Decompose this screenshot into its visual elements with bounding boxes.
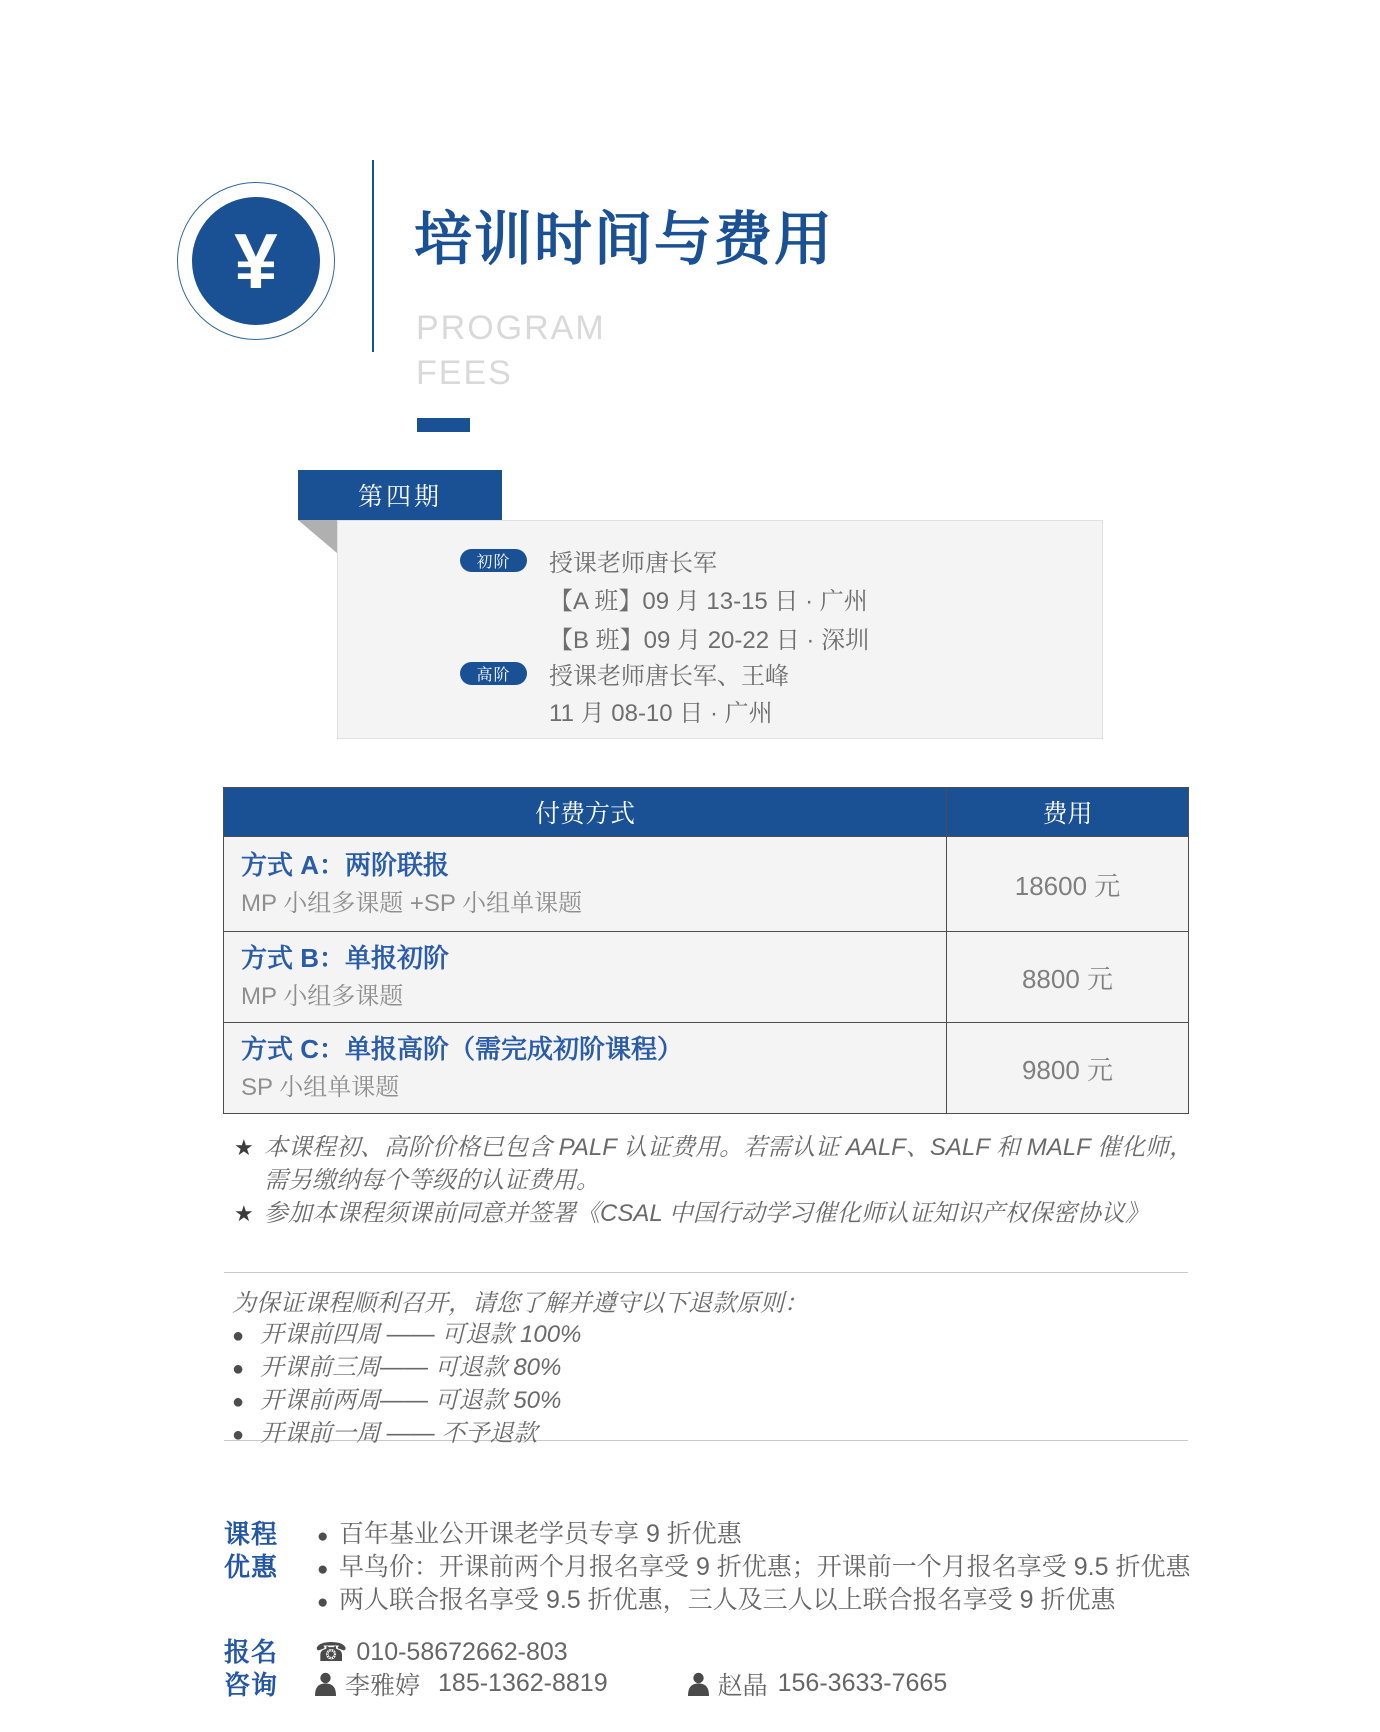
- contact-name: 赵晶: [717, 1671, 768, 1700]
- refund-rule-text: 开课前一周 —— 不予退款: [260, 1420, 538, 1447]
- contact-phone: 156-3633-7665: [777, 1669, 948, 1697]
- page-subtitle-line2: FEES: [416, 354, 513, 392]
- discount-text: 早鸟价：开课前两个月报名享受 9 折优惠；开课前一个月报名享受 9.5 折优惠: [339, 1553, 1191, 1581]
- schedule-text: 【A 班】09 月 13-15 日 · 广州: [549, 587, 868, 615]
- schedule-text: 授课老师唐长军: [549, 549, 717, 577]
- note-line: [234, 1131, 1193, 1164]
- plan-title: 方式 B：单报初阶: [241, 943, 450, 973]
- bullet-icon: ●: [317, 1559, 329, 1580]
- note-line: [234, 1197, 1193, 1230]
- title-dash: [417, 418, 470, 432]
- plan-subtitle: SP 小组单课题: [241, 1074, 400, 1101]
- level-badge-advanced: 高阶: [460, 662, 527, 685]
- plan-subtitle: MP 小组多课题 +SP 小组单课题: [241, 890, 583, 917]
- table-row: [224, 1022, 1188, 1113]
- note-text: 本课程初、高阶价格已包含 PALF 认证费用。若需认证 AALF、SALF 和 MALF 催化师，: [264, 1134, 1194, 1161]
- contact-phone: 185-1362-8819: [438, 1669, 608, 1697]
- page-subtitle: [416, 306, 606, 396]
- person-icon: [315, 1672, 336, 1696]
- list-item: [317, 1519, 1190, 1552]
- page-title: 培训时间与费用: [414, 207, 835, 272]
- signup-label-line1: 报名: [224, 1637, 279, 1667]
- contact: [688, 1666, 948, 1702]
- level-badge-beginner: 初阶: [460, 549, 527, 572]
- certification-notes: [234, 1131, 1193, 1230]
- bullet-icon: ●: [317, 1592, 329, 1613]
- list-item: [317, 1552, 1190, 1585]
- star-icon: ★: [234, 1201, 254, 1226]
- signup-label: [224, 1636, 278, 1702]
- schedule-line: [460, 655, 789, 691]
- bullet-icon: ●: [232, 1391, 245, 1413]
- plan-price: 18600 元: [946, 837, 1188, 931]
- plan-title: 方式 C：单报高阶（需完成初阶课程）: [241, 1034, 684, 1064]
- refund-rule: [232, 1418, 1188, 1451]
- schedule-line: [460, 692, 773, 728]
- refund-rule-text: 开课前两周—— 可退款 50%: [260, 1387, 562, 1414]
- schedule-text: 【B 班】09 月 20-22 日 · 深圳: [549, 626, 870, 654]
- table-row: [224, 836, 1188, 931]
- fee-table-header-row: [224, 788, 1188, 836]
- refund-rule-text: 开课前三周—— 可退款 80%: [260, 1354, 562, 1381]
- discount-label-line2: 优惠: [224, 1552, 279, 1582]
- schedule-text: 11 月 08-10 日 · 广州: [549, 699, 773, 727]
- signup-label-line2: 咨询: [224, 1670, 279, 1700]
- signup-contacts: [315, 1637, 947, 1699]
- page-subtitle-line1: PROGRAM: [416, 309, 606, 347]
- session-tab: 第四期: [298, 470, 502, 520]
- note-text: 需另缴纳每个等级的认证费用。: [264, 1167, 600, 1194]
- bullet-icon: ●: [232, 1424, 245, 1446]
- schedule-line: [460, 619, 869, 655]
- schedule-text: 授课老师唐长军、王峰: [549, 662, 789, 690]
- discount-text: 两人联合报名享受 9.5 折优惠，三人及三人以上联合报名享受 9 折优惠: [339, 1586, 1116, 1614]
- discount-list: [317, 1519, 1190, 1618]
- discount-text: 百年基业公开课老学员专享 9 折优惠: [339, 1520, 742, 1548]
- fee-table-header-fee: 费用: [946, 788, 1188, 836]
- plan-price: 9800 元: [946, 1023, 1188, 1113]
- phone-row: [315, 1637, 947, 1668]
- plan-title: 方式 A：两阶联报: [241, 850, 450, 880]
- refund-rule: [232, 1385, 1188, 1418]
- discount-label: [224, 1518, 278, 1584]
- schedule-line: [460, 542, 717, 578]
- refund-rule: [232, 1352, 1188, 1385]
- note-line: [234, 1164, 1193, 1197]
- contacts-row: [315, 1668, 947, 1699]
- tab-fold-triangle: [298, 520, 337, 553]
- header-divider-line: [372, 160, 374, 352]
- note-text: 参加本课程须课前同意并签署《CSAL 中国行动学习催化师认证知识产权保密协议》: [264, 1200, 1149, 1227]
- refund-rule-text: 开课前四周 —— 可退款 100%: [260, 1321, 582, 1348]
- refund-policy-box: [224, 1272, 1188, 1447]
- refund-intro: 为保证课程顺利召开，请您了解并遵守以下退款原则：: [232, 1290, 808, 1317]
- office-phone: 010-58672662-803: [356, 1638, 568, 1666]
- schedule-line: [460, 580, 868, 616]
- discount-label-line1: 课程: [224, 1519, 279, 1549]
- fee-table-header-method: 付费方式: [534, 800, 635, 828]
- telephone-icon: ☎: [315, 1637, 348, 1667]
- bullet-icon: ●: [317, 1526, 329, 1547]
- table-row: [224, 931, 1188, 1022]
- contact-name: 李雅婷: [345, 1671, 421, 1700]
- plan-price: 8800 元: [946, 932, 1188, 1022]
- star-icon: ★: [234, 1135, 254, 1160]
- plan-subtitle: MP 小组多课题: [241, 983, 404, 1010]
- yen-circle-icon: [192, 197, 320, 325]
- fee-table: [223, 787, 1189, 1114]
- bullet-icon: ●: [232, 1325, 245, 1347]
- yen-glyph: ¥: [234, 217, 278, 305]
- list-item: [317, 1585, 1190, 1618]
- person-icon: [688, 1672, 709, 1696]
- refund-rule: [232, 1319, 1188, 1352]
- bullet-icon: ●: [232, 1358, 245, 1380]
